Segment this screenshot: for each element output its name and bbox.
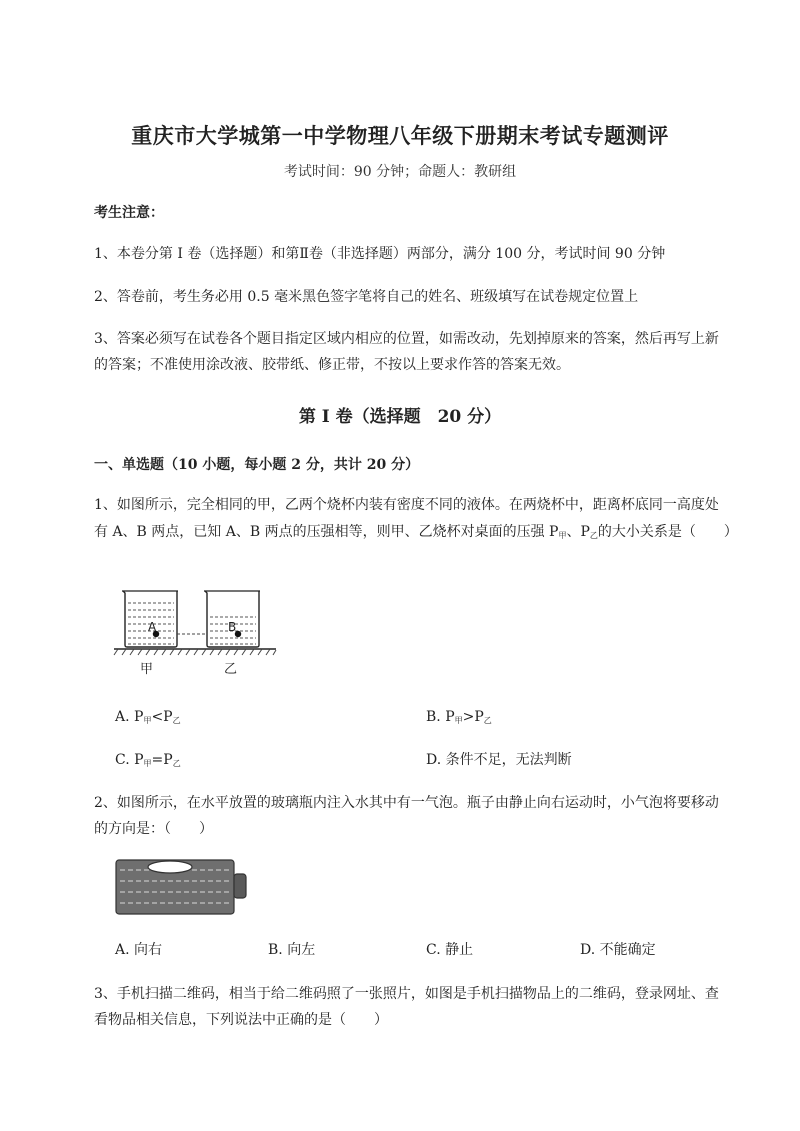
q1-option-c[interactable]: C. $P_甲=P_乙$ [115, 752, 181, 768]
q1-option-a[interactable]: A. $P_甲<P_乙$ [115, 709, 181, 725]
q2-stem-line1: 2、如图所示，在水平放置的玻璃瓶内注入水其中有一气泡。瓶子由静止向右运动时，小气泡将要移动 [94, 795, 719, 811]
part-heading: 一、单选题（10 小题，每小题 2 分，共计 20 分） [94, 457, 420, 473]
notice-item-3-cont: 的答案；不准使用涂改液、胶带纸、修正带，不按以上要求作答的答案无效。 [94, 357, 570, 373]
beaker-jia-caption: 甲 [140, 662, 154, 677]
q3-stem-line2: 看物品相关信息，下列说法中正确的是（ ） [94, 1012, 388, 1028]
q1-option-b[interactable]: B. $P_甲>P_乙$ [426, 709, 492, 725]
notice-item-1: 1、本卷分第 I 卷（选择题）和第Ⅱ卷（非选择题）两部分，满分 100 分，考试时间 90 分钟 [94, 246, 666, 262]
notice-item-3: 3、答案必须写在试卷各个题目指定区域内相应的位置，如需改动，先划掉原来的答案，然后再写上新 [94, 331, 719, 347]
q2-option-c[interactable]: C. 静止 [426, 942, 474, 958]
q2-option-b[interactable]: B. 向左 [268, 942, 316, 958]
q2-stem-line2: 的方向是：（ ） [94, 821, 213, 837]
notice-item-2: 2、答卷前，考生务必用 0.5 毫米黑色签字笔将自己的姓名、班级填写在试卷规定位置上 [94, 289, 639, 305]
q1-beakers-figure [110, 585, 280, 685]
q1-stem-line2: 有 A、B 两点，已知 A、B 两点的压强相等，则甲、乙烧杯对桌面的压强 $P_甲$、$P_乙$的大小关系是（ ） [94, 524, 738, 540]
q1-option-d[interactable]: D. 条件不足，无法判断 [426, 752, 572, 768]
notice-heading: 考生注意： [94, 205, 164, 221]
point-a-label: A [148, 620, 157, 634]
point-b-label: B [228, 620, 237, 634]
section-title: 第 I 卷（选择题 20 分） [298, 407, 502, 427]
exam-info: 考试时间：90 分钟；命题人：教研组 [283, 164, 517, 180]
q2-option-a[interactable]: A. 向右 [115, 942, 163, 958]
q3-stem-line1: 3、手机扫描二维码，相当于给二维码照了一张照片，如图是手机扫描物品上的二维码，登录网址、查 [94, 986, 719, 1002]
page-title: 重庆市大学城第一中学物理八年级下册期末考试专题测评 [131, 123, 669, 148]
q2-option-d[interactable]: D. 不能确定 [580, 942, 656, 958]
q1-stem-line1: 1、如图所示，完全相同的甲，乙两个烧杯内装有密度不同的液体。在两烧杯中，距离杯底同一高度处 [94, 497, 719, 513]
q2-bottle-figure [112, 856, 252, 918]
air-bubble [148, 861, 192, 873]
beaker-yi-caption: 乙 [224, 662, 238, 677]
